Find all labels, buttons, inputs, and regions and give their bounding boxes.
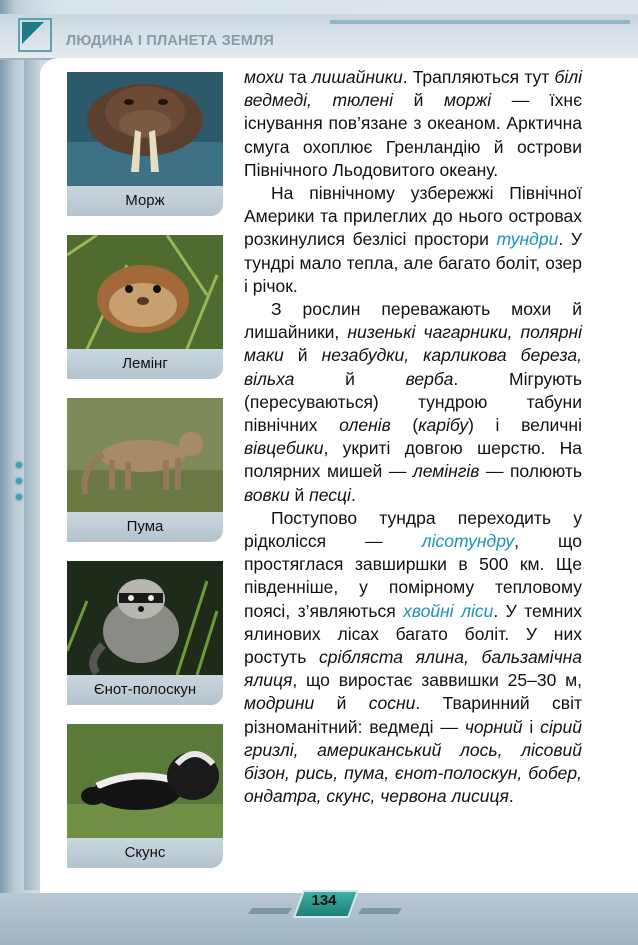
figure-lemming [67,235,223,379]
raccoon-photo [67,561,223,675]
paragraph: З рослин переважають мохи й лишайники, низенькі чагарники, полярні маки й незабудки, карликова береза, вільха й верба. Мігрують (пересуваються) тундрою табуни північних оленів (карібу) і величні вівцебики, укриті довгою шерстю. На полярних мишей — лемінгів — полюють вовки й песці. [244,299,582,505]
paragraph: На північному узбережжі Північної Америки та прилеглих до нього островах розкинулися безлісі простори тундри. У тундрі мало тепла, але багато боліт, озер і річок. [244,183,583,296]
term-highlight: тундри [496,229,559,250]
skunk-photo [67,724,223,838]
walrus-photo [67,72,223,186]
figure-caption: Морж [67,186,223,216]
chapter-title: ЛЮДИНА І ПЛАНЕТА ЗЕМЛЯ [66,33,275,49]
lemming-photo [67,235,223,349]
term-highlight: хвойні ліси [403,600,494,621]
figure-puma [67,398,223,542]
paragraph: мохи та лишайники. Трапляються тут білі ведмеді, тюлені й моржі — їхнє існування пов’язане з океаном. Арктична смуга охоплює Гренландію й острови Північного Льодовитого океану. [244,67,583,180]
paragraph: Поступово тундра переходить у рідколісся — лісотундру, що простяглася завширшки в 500 км. Ще південніше, у помірному тепловому поясі, з’являються хвойні ліси. У темних ялинових лісах багато боліт. У них ростуть срібляста ялина, бальзамічна ялиця, що виростає заввишки 25–30 м, модрини й сосни. Тваринний світ різноманітний: ведмеді — чорний і сірий гризлі, американський лось, лісовий бізон, рись, пума, єнот-полоскун, бобер, ондатра, скунс, червона лисиця. [244,507,582,807]
puma-photo [67,398,223,512]
decor-dots [16,462,22,510]
panel-edge [24,60,40,890]
figure-skunk [67,724,223,868]
dot-icon [16,478,22,484]
figure-caption: Єнот-полоскун [67,675,223,705]
dot-icon [16,494,22,500]
footer-stripe [248,908,292,914]
header-line [330,20,630,24]
corner-triangle-icon [22,22,44,44]
figure-caption: Скунс [67,838,223,868]
term-highlight: лісотундру [421,531,515,552]
footer-stripe [358,908,402,914]
figure-walrus [67,72,223,216]
page-number: 134 [311,892,337,909]
figure-caption: Пума [67,512,223,542]
dot-icon [16,462,22,468]
figure-raccoon [67,561,223,705]
body-text [244,66,582,809]
figure-caption: Лемінг [67,349,223,379]
